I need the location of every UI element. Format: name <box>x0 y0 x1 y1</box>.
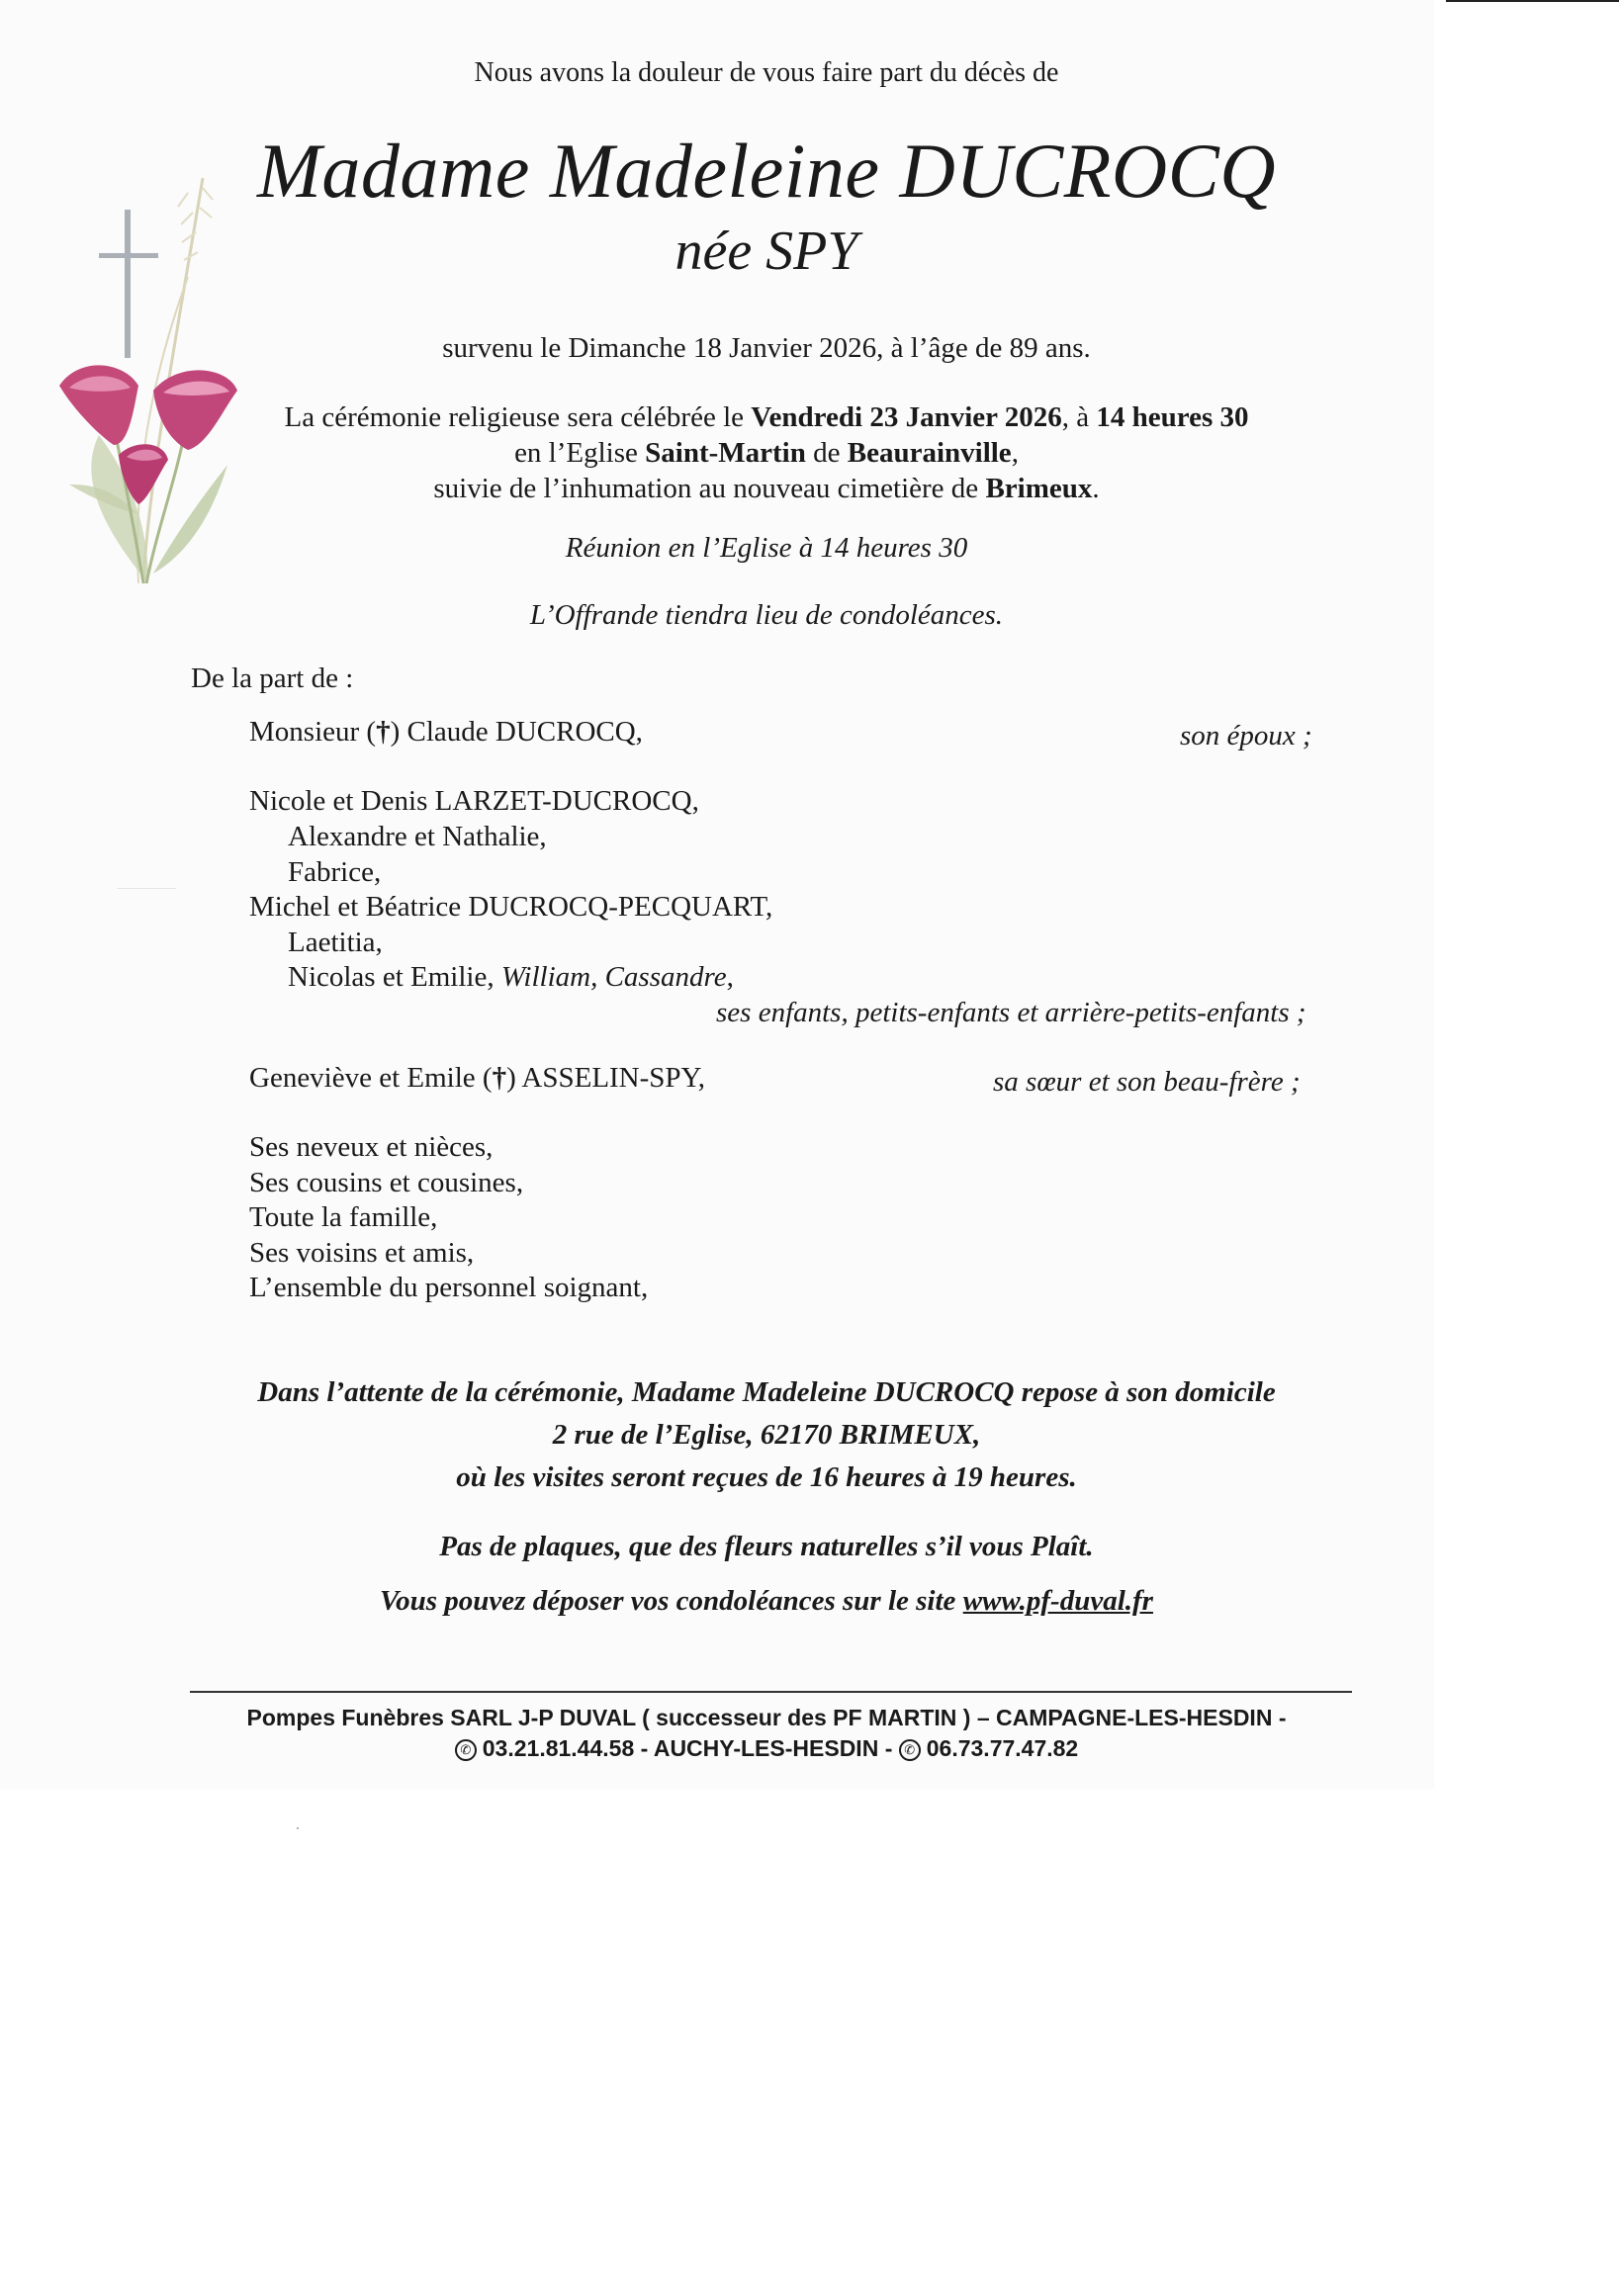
ceremony-text: , à <box>1061 401 1097 433</box>
deceased-name: Madame Madeleine DUCROCQ <box>256 128 1277 214</box>
birth-name: née SPY <box>675 221 858 282</box>
sister-text: Geneviève et Emile ( <box>249 1062 493 1094</box>
death-line: survenu le Dimanche 18 Janvier 2026, à l’âge de 89 ans. <box>442 332 1091 364</box>
ceremony-line-3 <box>0 473 1533 505</box>
visit-hours: où les visites seront reçues de 16 heures à 19 heures. <box>456 1461 1077 1493</box>
great-grandchildren: William, Cassandre <box>500 961 727 993</box>
phone-number: 06.73.77.47.82 <box>926 1735 1079 1761</box>
spouse-text: Monsieur ( <box>249 716 377 748</box>
ceremony-line-1 <box>0 401 1533 434</box>
ceremony-text: , <box>1011 437 1019 469</box>
cemetery-town: Brimeux <box>985 473 1093 504</box>
spouse-text: ) Claude DUCROCQ, <box>390 716 643 748</box>
relatives-line: Ses cousins et cousines, <box>249 1167 524 1198</box>
condolences-text: Vous pouvez déposer vos condoléances sur le site <box>380 1585 963 1617</box>
phone-icon: ✆ <box>455 1739 477 1761</box>
sister-text: ) ASSELIN-SPY, <box>506 1062 705 1094</box>
ceremony-text: en l’Eglise <box>514 437 646 469</box>
child-line: Nicole et Denis LARZET-DUCROCQ, <box>249 785 699 817</box>
grandchild-line: Laetitia, <box>288 927 383 958</box>
ceremony-text: suivie de l’inhumation au nouveau cimetière de <box>433 473 986 504</box>
grandchild-line: Alexandre et Nathalie, <box>288 821 547 852</box>
child-line: Michel et Béatrice DUCROCQ-PECQUART, <box>249 891 773 923</box>
relatives-line: Ses neveux et nièces, <box>249 1131 494 1163</box>
phone-line <box>0 1735 1533 1762</box>
children-role: ses enfants, petits-enfants et arrière-petits-enfants ; <box>716 997 1306 1028</box>
flowers-line: Pas de plaques, que des fleurs naturelles s’il vous Plaît. <box>439 1531 1094 1562</box>
scan-speck <box>297 1827 299 1829</box>
church-town: Beaurainville <box>847 437 1012 469</box>
condolences-line <box>0 1585 1533 1618</box>
phone-icon: ✆ <box>899 1739 921 1761</box>
sister-role: sa sœur et son beau-frère ; <box>993 1066 1301 1098</box>
intro-text: Nous avons la douleur de vous faire part du décès de <box>474 57 1059 88</box>
grandchild-text: , <box>726 961 734 993</box>
relatives-line: Toute la famille, <box>249 1201 438 1233</box>
phone-number: 03.21.81.44.58 <box>482 1735 635 1761</box>
relatives-line: L’ensemble du personnel soignant, <box>249 1272 649 1303</box>
grandchild-text: Nicolas et Emilie, <box>288 961 501 993</box>
scan-stray-line <box>117 888 176 889</box>
cross-mark: † <box>492 1062 507 1094</box>
cross-mark: † <box>376 716 391 748</box>
ceremony-date: Vendredi 23 Janvier 2026 <box>751 401 1062 433</box>
website-link[interactable]: www.pf-duval.fr <box>962 1585 1153 1617</box>
phone-line-town: - AUCHY-LES-HESDIN - <box>634 1735 899 1761</box>
spouse-role: son époux ; <box>1180 720 1312 751</box>
grandchild-line <box>288 961 734 994</box>
visit-line-1: Dans l’attente de la cérémonie, Madame Madeleine DUCROCQ repose à son domicile <box>257 1376 1276 1408</box>
funeral-home-line: Pompes Funèbres SARL J-P DUVAL ( successeur des PF MARTIN ) – CAMPAGNE-LES-HESDIN - <box>246 1705 1287 1730</box>
ceremony-text: La cérémonie religieuse sera célébrée le <box>284 401 752 433</box>
offrande-line: L’Offrande tiendra lieu de condoléances. <box>529 599 1004 631</box>
church-name: Saint-Martin <box>645 437 806 469</box>
ceremony-text: . <box>1092 473 1100 504</box>
sister-line <box>249 1062 705 1095</box>
ceremony-text: de <box>805 437 848 469</box>
family-intro: De la part de : <box>191 662 354 694</box>
visit-address: 2 rue de l’Eglise, 62170 BRIMEUX, <box>552 1419 981 1451</box>
footer-divider <box>190 1691 1352 1693</box>
ceremony-line-2 <box>0 437 1533 470</box>
grandchild-line: Fabrice, <box>288 856 382 888</box>
scan-edge-mark <box>1446 0 1619 2</box>
spouse-line <box>249 716 643 749</box>
relatives-line: Ses voisins et amis, <box>249 1237 475 1269</box>
reunion-line: Réunion en l’Eglise à 14 heures 30 <box>565 532 968 564</box>
ceremony-time: 14 heures 30 <box>1096 401 1249 433</box>
